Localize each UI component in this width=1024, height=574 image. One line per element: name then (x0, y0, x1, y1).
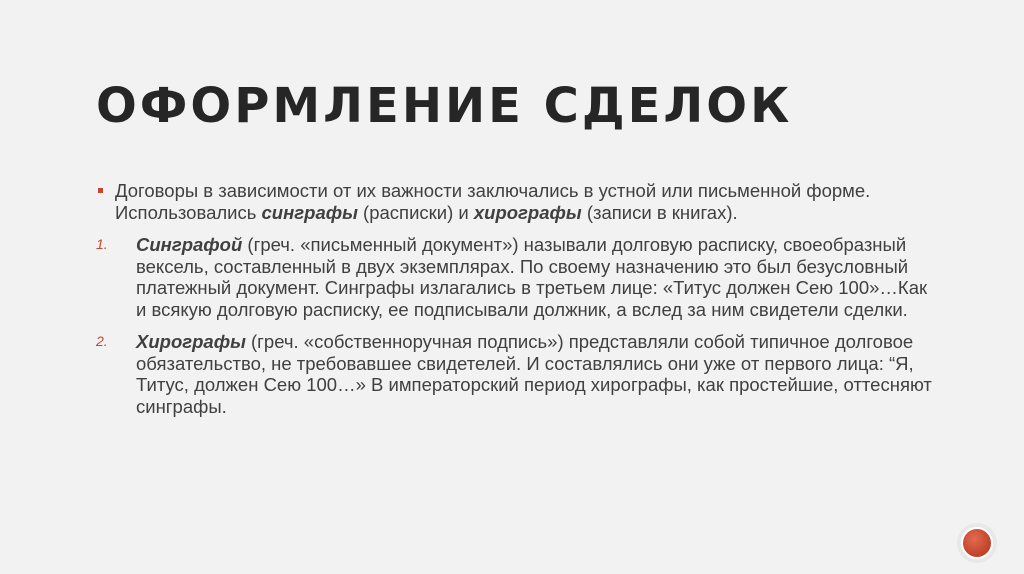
text-run: (греч. «собственноручная подпись») представляли собой типичное долговое обязательство, не требовавшее свидетелей. И составлялись они уже от первого лица: “Я, Титус, должен Сею 100…» В императорский период хирографы, как простейшие, оттесняют синграфы. (136, 331, 932, 417)
item-text (136, 234, 927, 320)
content-body (96, 180, 936, 428)
emphasis-term: синграфы (261, 201, 358, 223)
emphasis-term: Хирографы (136, 331, 246, 352)
text-run: Договоры в зависимости от их важности заключались в устной или письменной форме. Использовались (115, 180, 871, 223)
list-item-intro (96, 180, 936, 223)
list-item-1 (96, 234, 936, 320)
list-number: 2. (96, 333, 108, 349)
text-run: (греч. «письменный документ») называли долговую расписку, своеобразный вексель, составленный в двух экземплярах. По своему назначению это был безусловный платежный документ. Синграфы излагались в третьем лице: «Титус должен Сею 100»…Как и всякую долговую расписку, ее подписывали должник, а вслед за ним свидетели сделки. (136, 234, 928, 320)
red-circle-icon-inner (961, 527, 993, 559)
text-run: (записи в книгах). (581, 201, 738, 223)
red-circle-icon (957, 523, 997, 563)
square-bullet-icon (98, 188, 103, 193)
list-item-2 (96, 331, 936, 417)
emphasis-term: Синграфой (136, 234, 243, 255)
list-number: 1. (96, 236, 108, 252)
text-run: (расписки) и (357, 201, 474, 223)
item-text (115, 180, 870, 223)
item-text (136, 331, 932, 417)
emphasis-term: хирографы (473, 201, 582, 223)
page-title: ОФОРМЛЕНИЕ СДЕЛОК (96, 78, 793, 134)
